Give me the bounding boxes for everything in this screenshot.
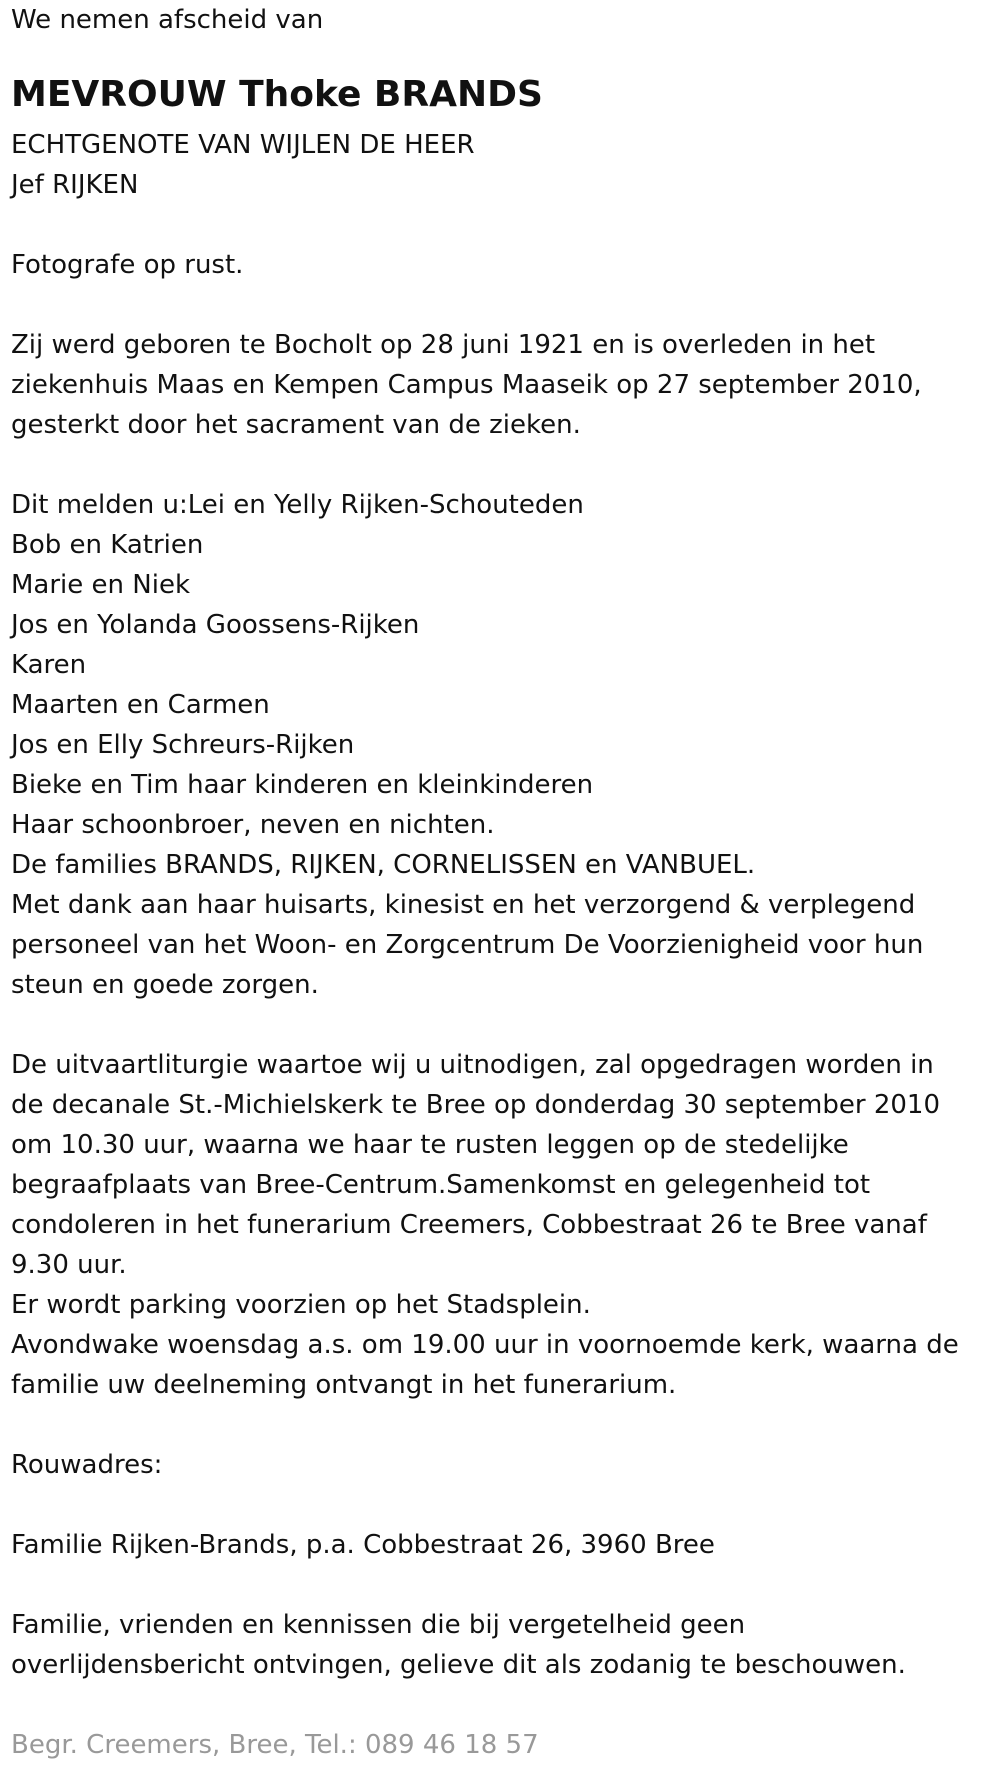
family-list: [11, 485, 996, 1005]
family-line: Karen: [11, 650, 87, 680]
family-line: Maarten en Carmen: [11, 690, 270, 720]
ceremony-line: familie uw deelneming ontvangt in het funerarium.: [11, 1370, 677, 1400]
funeral-home-footer: Begr. Creemers, Bree, Tel.: 089 46 18 57: [11, 1730, 539, 1760]
paragraph-line: gesterkt door het sacrament van de zieken.: [11, 410, 581, 440]
spacer: [11, 445, 996, 485]
ceremony-line: de decanale St.-Michielskerk te Bree op donderdag 30 september 2010: [11, 1090, 940, 1120]
spouse-line-1: ECHTGENOTE VAN WIJLEN DE HEER: [11, 130, 475, 160]
ceremony-paragraph: [11, 1045, 996, 1405]
family-line: Met dank aan haar huisarts, kinesist en het verzorgend & verplegend: [11, 890, 916, 920]
spouse-line-2: Jef RIJKEN: [11, 170, 139, 200]
ceremony-line: Er wordt parking voorzien op het Stadsplein.: [11, 1290, 591, 1320]
family-line: Haar schoonbroer, neven en nichten.: [11, 810, 495, 840]
family-line: Jos en Elly Schreurs-Rijken: [11, 730, 355, 760]
address-label: Rouwadres:: [11, 1450, 163, 1480]
ceremony-line: De uitvaartliturgie waartoe wij u uitnodigen, zal opgedragen worden in: [11, 1050, 934, 1080]
spacer: [11, 285, 996, 325]
deceased-name: MEVROUW Thoke BRANDS: [11, 74, 543, 115]
spacer: [11, 1005, 996, 1045]
ceremony-line: 9.30 uur.: [11, 1250, 127, 1280]
paragraph-line: ziekenhuis Maas en Kempen Campus Maaseik op 27 september 2010,: [11, 370, 922, 400]
spacer: [11, 1485, 996, 1525]
ceremony-line: begraafplaats van Bree-Centrum.Samenkomst en gelegenheid tot: [11, 1170, 871, 1200]
notice-paragraph: [11, 1605, 996, 1685]
occupation-text: Fotografe op rust.: [11, 250, 244, 280]
ceremony-line: om 10.30 uur, waarna we haar te rusten leggen op de stedelijke: [11, 1130, 849, 1160]
intro-text: We nemen afscheid van: [11, 5, 324, 35]
ceremony-line: condoleren in het funerarium Creemers, Cobbestraat 26 te Bree vanaf: [11, 1210, 927, 1240]
family-line: personeel van het Woon- en Zorgcentrum De Voorzienigheid voor hun: [11, 930, 924, 960]
spacer: [11, 1685, 996, 1725]
paragraph-line: Zij werd geboren te Bocholt op 28 juni 1921 en is overleden in het: [11, 330, 876, 360]
family-line: Bob en Katrien: [11, 530, 204, 560]
death-notice: [11, 0, 996, 1765]
family-line: De families BRANDS, RIJKEN, CORNELISSEN en VANBUEL.: [11, 850, 756, 880]
family-line: steun en goede zorgen.: [11, 970, 319, 1000]
ceremony-line: Avondwake woensdag a.s. om 19.00 uur in voornoemde kerk, waarna de: [11, 1330, 959, 1360]
spacer: [11, 1565, 996, 1605]
family-line: Jos en Yolanda Goossens-Rijken: [11, 610, 420, 640]
family-line: Marie en Niek: [11, 570, 191, 600]
notice-line: Familie, vrienden en kennissen die bij vergetelheid geen: [11, 1610, 746, 1640]
family-line: Dit melden u:Lei en Yelly Rijken-Schouteden: [11, 490, 584, 520]
address-text: Familie Rijken-Brands, p.a. Cobbestraat 26, 3960 Bree: [11, 1530, 715, 1560]
notice-line: overlijdensbericht ontvingen, gelieve dit als zodanig te beschouwen.: [11, 1650, 906, 1680]
family-line: Bieke en Tim haar kinderen en kleinkinderen: [11, 770, 594, 800]
spacer: [11, 1405, 996, 1445]
spacer: [11, 205, 996, 245]
birth-death-paragraph: [11, 325, 996, 445]
